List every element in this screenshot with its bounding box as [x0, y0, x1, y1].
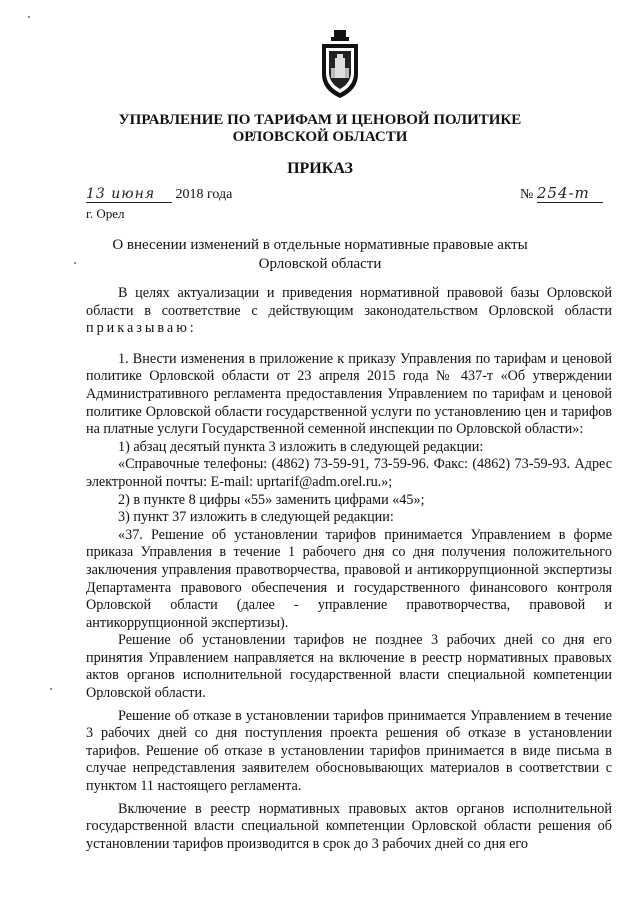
paragraph-preamble [86, 285, 612, 338]
document-body [86, 285, 612, 853]
paragraph-1: 1. Внести изменения в приложение к приказу Управления по тарифам и ценовой политике Орловской области от 23 апреля 2015 года № 437-т «Об утверждении Административного регламента предоставления Управлением по тарифам и ценовой политике Орловской области государственной услуги по установлению цен и тарифов на платные услуги Государственной семенной инспекции по Орловской области»: [86, 350, 612, 438]
date-year: 2018 года [175, 187, 233, 202]
paragraph-5: 3) пункт 37 изложить в следующей редакции: [118, 509, 394, 526]
paragraph-7: Решение об установлении тарифов не позднее 3 рабочих дней со дня его принятия Управлением направляется на включение в реестр нормативных правовых актов органов исполнительной государственной власти специальной компетенции Орловской области. [86, 632, 612, 702]
paragraph-6: «37. Решение об установлении тарифов принимается Управлением в форме приказа Управления в течение 1 рабочего дня со дня получения положительного заключения управления правотворчества, правовой и антикоррупционной экспертизы Департамента правового обеспечения и государственного финансового контроля Орловской области (далее - управление правотворчества, правовой и антикоррупционной экспертизы). [86, 526, 612, 631]
city: г. Орел [86, 206, 125, 221]
order-word: приказываю: [86, 320, 197, 337]
preamble-text: В целях актуализации и приведения нормативной правовой базы Орловской области в соответствие с действующим законодательством Орловской области [86, 285, 612, 319]
agency-line-2: ОРЛОВСКОЙ ОБЛАСТИ [232, 129, 408, 145]
paragraph-2: 1) абзац десятый пункта 3 изложить в следующей редакции: [118, 438, 484, 455]
document-type: ПРИКАЗ [287, 160, 353, 177]
scan-speck [74, 262, 76, 264]
subject-line-2: Орловской области [258, 256, 382, 272]
paragraph-8: Решение об отказе в установлении тарифов принимается Управлением в течение 3 рабочих дней со дня поступления проекта решения об отказе в установлении тарифов. Решение об отказе в установлении тарифов принимается в виде письма в случае непредставления заявителем обосновывающих материалов в соответствии с пунктом 11 настоящего регламента. [86, 707, 612, 795]
paragraph-3: «Справочные телефоны: (4862) 73-59-91, 73-59-96. Факс: (4862) 73-59-93. Адрес электронной почты: E-mail: uprtarif@adm.orel.ru.»; [86, 456, 612, 490]
scan-speck [28, 16, 30, 18]
coat-of-arms-icon [318, 28, 362, 102]
handwritten-date: 13 июня [86, 186, 172, 203]
subject-line-1: О внесении изменений в отдельные нормативные правовые акты [112, 237, 528, 253]
document-subject [60, 236, 580, 274]
date-line [86, 186, 232, 203]
paragraph-9: Включение в реестр нормативных правовых актов органов исполнительной государственной власти специальной компетенции Орловской области решения об установлении тарифов производится в срок до 3 рабочих дней со дня его [86, 800, 612, 852]
paragraph-4: 2) в пункте 8 цифры «55» заменить цифрами «45»; [118, 491, 425, 508]
order-number [520, 184, 603, 203]
agency-name [60, 112, 580, 146]
handwritten-number: 254-т [537, 184, 603, 203]
agency-line-1: УПРАВЛЕНИЕ ПО ТАРИФАМ И ЦЕНОВОЙ ПОЛИТИКЕ [118, 112, 522, 128]
number-prefix: № [520, 187, 534, 202]
scan-speck [50, 688, 52, 690]
